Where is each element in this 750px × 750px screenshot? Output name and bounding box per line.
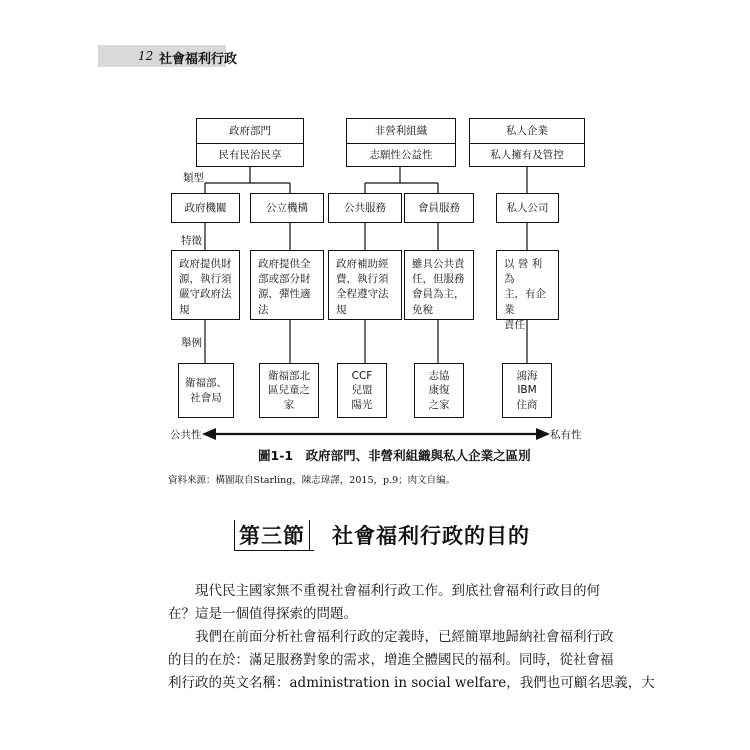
feature-box [328, 250, 402, 320]
category-box-private [469, 118, 585, 167]
feature-line: 全程遵守法 [336, 288, 389, 301]
section-number: 第三節 [239, 520, 310, 550]
example-line: IBM [517, 384, 537, 397]
feature-line: 任，但服務 [412, 273, 465, 286]
feature-line: 法 [258, 303, 269, 316]
feature-line: 政府補助經 [336, 258, 389, 270]
label-examples: 舉例 [181, 337, 202, 349]
category-subtitle: 私人擁有及管控 [490, 148, 564, 161]
section-number-frame [234, 520, 314, 551]
type-box: 公立機構 [250, 193, 324, 223]
type-box: 公共服務 [328, 193, 402, 223]
example-line: 鴻海 [516, 370, 538, 383]
category-box-nonprofit [346, 118, 456, 167]
example-line: 家 [283, 398, 295, 411]
example-line: 志協 [428, 370, 450, 383]
feature-box [171, 250, 240, 320]
feature-line: 嚴守政府法 [179, 288, 232, 301]
figure-caption: 圖1-1 政府部門、非營利組織與私人企業之區別 [258, 448, 531, 463]
example-line: CCF [351, 370, 373, 383]
example-line: 兒盟 [351, 384, 373, 397]
section-title: 社會福利行政的目的 [332, 523, 530, 548]
feature-line: 主，有企業 [504, 288, 546, 316]
paragraph-line: 的目的在於：滿足服務對象的需求，增進全體國民的福利。同時，從社會福 [168, 652, 614, 668]
feature-line: 政府提供財 [179, 258, 232, 270]
type-box: 私人公司 [496, 193, 559, 223]
label-types: 類型 [183, 172, 204, 184]
type-box: 會員服務 [404, 193, 474, 223]
example-line: 衛福部、 [185, 377, 227, 390]
example-box [178, 363, 234, 418]
example-line: 之家 [428, 398, 450, 411]
paragraph-line: 我們在前面分析社會福利行政的定義時，已經簡單地歸納社會福利行政 [168, 629, 614, 645]
feature-line: 政府提供全 [258, 258, 311, 270]
feature-box [496, 250, 559, 331]
category-subtitle: 志願性公益性 [369, 148, 433, 161]
category-box-government [196, 118, 304, 167]
figure-source: 資料來源：構圖取自Starling，陳志瑋譯，2015，p.9；肉文自編。 [168, 475, 456, 486]
axis-label-public: 公共性 [170, 429, 202, 441]
example-box [337, 363, 387, 418]
feature-line: 規 [179, 303, 190, 316]
feature-box [250, 250, 324, 320]
paragraph-line: 在？這是一個值得探索的問題。 [168, 606, 357, 622]
example-line: 陽光 [351, 398, 373, 411]
example-line: 住商 [516, 398, 538, 411]
feature-line: 免稅 [412, 303, 433, 316]
example-line: 社會局 [190, 391, 222, 404]
section-heading [234, 520, 530, 551]
feature-box [404, 250, 474, 320]
axis-arrow-right [536, 428, 550, 440]
example-box [414, 363, 464, 418]
paragraph-line: 現代民主國家無不重視社會福利行政工作。到底社會福利行政目的何 [168, 583, 600, 599]
example-box [259, 363, 319, 418]
example-box [502, 363, 552, 418]
feature-line: 規 [336, 303, 347, 316]
body-paragraph [168, 580, 600, 626]
axis-arrow-left [202, 428, 216, 440]
feature-line: 雖具公共責 [412, 258, 465, 270]
feature-line: 以 營 利 為 [504, 258, 543, 286]
category-title: 非營利組織 [347, 119, 455, 144]
feature-line: 費，執行須 [336, 273, 389, 286]
feature-line: 源，彈性適 [258, 288, 311, 301]
feature-line: 源，執行須 [179, 273, 232, 286]
running-title: 社會福利行政 [159, 52, 238, 67]
type-box: 政府機關 [171, 193, 240, 223]
axis-label-private: 私有性 [550, 429, 582, 441]
page-number: 12 [138, 49, 154, 63]
paragraph-line: 利行政的英文名稱：administration in social welfare，我們也可顧名思義，大 [168, 675, 655, 691]
example-line: 衛福部北 [268, 370, 310, 383]
example-line: 區兒童之 [268, 384, 310, 397]
category-title: 私人企業 [470, 119, 584, 144]
example-line: 康復 [428, 384, 450, 397]
category-subtitle: 民有民治民享 [218, 148, 282, 161]
feature-line: 會員為主， [412, 288, 465, 301]
label-features: 特徵 [181, 235, 202, 247]
feature-line: 部或部分財 [258, 273, 311, 286]
feature-line: 責任 [504, 318, 525, 331]
category-title: 政府部門 [197, 119, 303, 144]
body-paragraph [168, 626, 655, 695]
